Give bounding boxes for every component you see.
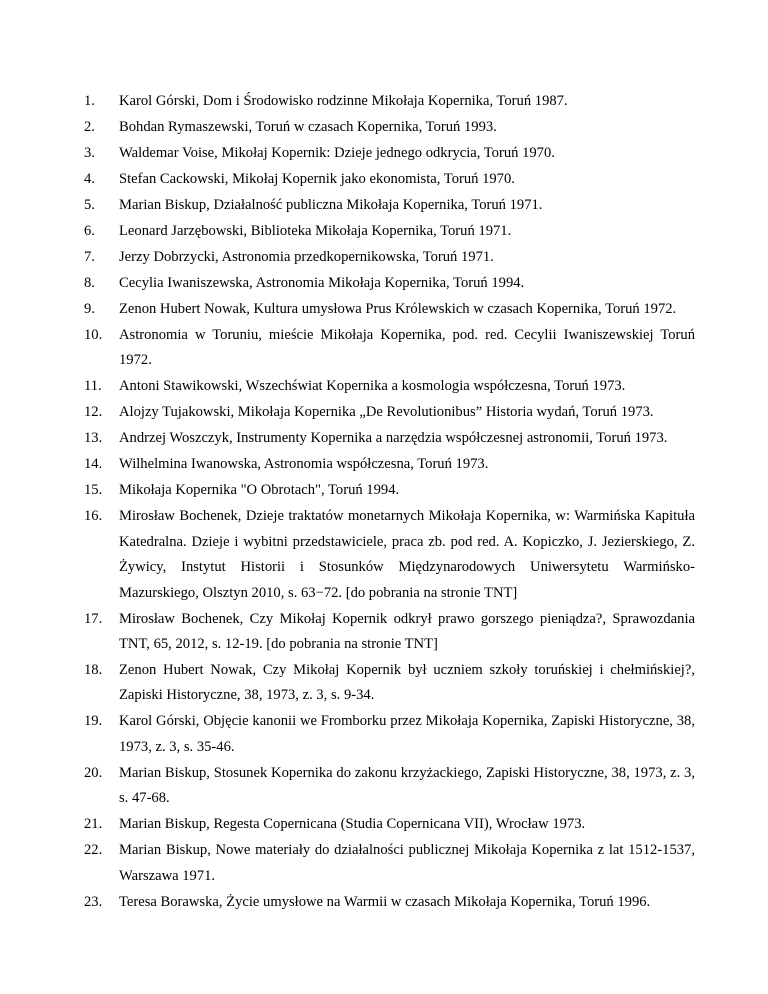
entry-text: Marian Biskup, Stosunek Kopernika do zakonu krzyżackiego, Zapiski Historyczne, 38, 1973, z. 3, s. 47-68. xyxy=(119,764,695,807)
entry-text: Cecylia Iwaniszewska, Astronomia Mikołaja Kopernika, Toruń 1994. xyxy=(119,275,525,291)
entry-text: Zenon Hubert Nowak, Kultura umysłowa Prus Królewskich w czasach Kopernika, Toruń 1972. xyxy=(119,301,677,317)
entry-text: Andrzej Woszczyk, Instrumenty Kopernika a narzędzia współczesnej astronomii, Toruń 1973. xyxy=(119,430,668,447)
bibliography-entry xyxy=(84,271,695,296)
bibliography-entry xyxy=(84,193,695,218)
entry-text: Marian Biskup, Regesta Copernicana (Studia Copernicana VII), Wrocław 1973. xyxy=(119,816,586,833)
entry-text: Alojzy Tujakowski, Mikołaja Kopernika „De Revolutionibus” Historia wydań, Toruń 1973. xyxy=(119,404,654,421)
bibliography-entry xyxy=(84,890,695,915)
bibliography-entry xyxy=(84,323,695,374)
entry-number: 1. xyxy=(84,93,95,109)
bibliography-entry xyxy=(84,838,695,889)
entry-text: Teresa Borawska, Życie umysłowe na Warmii w czasach Mikołaja Kopernika, Toruń 1996. xyxy=(119,893,651,910)
entry-number: 7. xyxy=(84,249,95,265)
entry-number: 22. xyxy=(84,842,103,859)
entry-text: Stefan Cackowski, Mikołaj Kopernik jako ekonomista, Toruń 1970. xyxy=(119,171,515,187)
entry-text: Marian Biskup, Działalność publiczna Mikołaja Kopernika, Toruń 1971. xyxy=(119,197,543,213)
bibliography-entry xyxy=(84,426,695,451)
bibliography-entry xyxy=(84,297,695,322)
entry-number: 23. xyxy=(84,893,103,910)
entry-number: 19. xyxy=(84,713,103,730)
entry-number: 20. xyxy=(84,764,103,781)
entry-number: 15. xyxy=(84,482,103,499)
entry-number: 18. xyxy=(84,662,103,679)
entry-text: Bohdan Rymaszewski, Toruń w czasach Kopernika, Toruń 1993. xyxy=(119,119,497,135)
bibliography-entry xyxy=(84,761,695,812)
bibliography-entry xyxy=(84,400,695,425)
entry-text: Wilhelmina Iwanowska, Astronomia współczesna, Toruń 1973. xyxy=(119,456,489,473)
bibliography-entry xyxy=(84,219,695,244)
entry-number: 13. xyxy=(84,430,103,447)
bibliography-entry xyxy=(84,167,695,192)
bibliography-entry xyxy=(84,812,695,837)
entry-number: 2. xyxy=(84,119,95,135)
entry-number: 5. xyxy=(84,197,95,213)
entry-text: Mirosław Bochenek, Czy Mikołaj Kopernik odkrył prawo gorszego pieniądza?, Sprawozdania TNT, 65, 2012, s. 12-19. [do pobrania na stronie TNT] xyxy=(119,610,695,653)
entry-number: 3. xyxy=(84,145,95,161)
bibliography-entry xyxy=(84,89,695,114)
entry-text: Waldemar Voise, Mikołaj Kopernik: Dzieje jednego odkrycia, Toruń 1970. xyxy=(119,145,555,161)
entry-number: 12. xyxy=(84,404,103,421)
entry-text: Marian Biskup, Nowe materiały do działalności publicznej Mikołaja Kopernika z lat 1512-1537, Warszawa 1971. xyxy=(119,842,695,884)
entry-number: 6. xyxy=(84,223,95,239)
entry-number: 14. xyxy=(84,456,103,473)
bibliography-list xyxy=(84,89,695,916)
bibliography-entry xyxy=(84,452,695,477)
entry-text: Karol Górski, Dom i Środowisko rodzinne Mikołaja Kopernika, Toruń 1987. xyxy=(119,93,568,109)
entry-text: Mirosław Bochenek, Dzieje traktatów monetarnych Mikołaja Kopernika, w: Warmińska Kapituła Katedralna. Dzieje i wybitni przedstawiciele, praca zb. pod red. A. Kopiczko, J. Jezierskiego, Z. Żywicy, Instytut Historii i Stosunków Międzynarodowych Uniwersytetu Warmińsko-Mazurskiego, Olsztyn 2010, s. 63−72. [do pobrania na stronie TNT] xyxy=(119,508,695,601)
entry-number: 16. xyxy=(84,508,103,525)
bibliography-entry xyxy=(84,658,695,709)
entry-number: 9. xyxy=(84,301,95,317)
bibliography-entry xyxy=(84,607,695,658)
bibliography-entry xyxy=(84,245,695,270)
bibliography-entry xyxy=(84,709,695,760)
entry-number: 21. xyxy=(84,816,103,833)
bibliography-entry xyxy=(84,478,695,503)
entry-number: 17. xyxy=(84,610,103,627)
bibliography-entry xyxy=(84,374,695,399)
bibliography-entry xyxy=(84,115,695,140)
entry-number: 8. xyxy=(84,275,95,291)
entry-number: 11. xyxy=(84,378,102,395)
entry-number: 4. xyxy=(84,171,95,187)
bibliography-entry xyxy=(84,504,695,606)
entry-number: 10. xyxy=(84,327,103,343)
entry-text: Mikołaja Kopernika "O Obrotach", Toruń 1994. xyxy=(119,482,400,499)
entry-text: Zenon Hubert Nowak, Czy Mikołaj Kopernik był uczniem szkoły toruńskiej i chełmińskiej?, Zapiski Historyczne, 38, 1973, z. 3, s. 9-34. xyxy=(119,662,695,704)
entry-text: Astronomia w Toruniu, mieście Mikołaja Kopernika, pod. red. Cecylii Iwaniszewskiej Toruń 1972. xyxy=(119,327,695,369)
bibliography-entry xyxy=(84,141,695,166)
entry-text: Jerzy Dobrzycki, Astronomia przedkopernikowska, Toruń 1971. xyxy=(119,249,494,265)
entry-text: Leonard Jarzębowski, Biblioteka Mikołaja Kopernika, Toruń 1971. xyxy=(119,223,512,239)
entry-text: Antoni Stawikowski, Wszechświat Kopernika a kosmologia współczesna, Toruń 1973. xyxy=(119,378,626,395)
entry-text: Karol Górski, Objęcie kanonii we Fromborku przez Mikołaja Kopernika, Zapiski Historyczne, 38, 1973, z. 3, s. 35-46. xyxy=(119,713,695,755)
